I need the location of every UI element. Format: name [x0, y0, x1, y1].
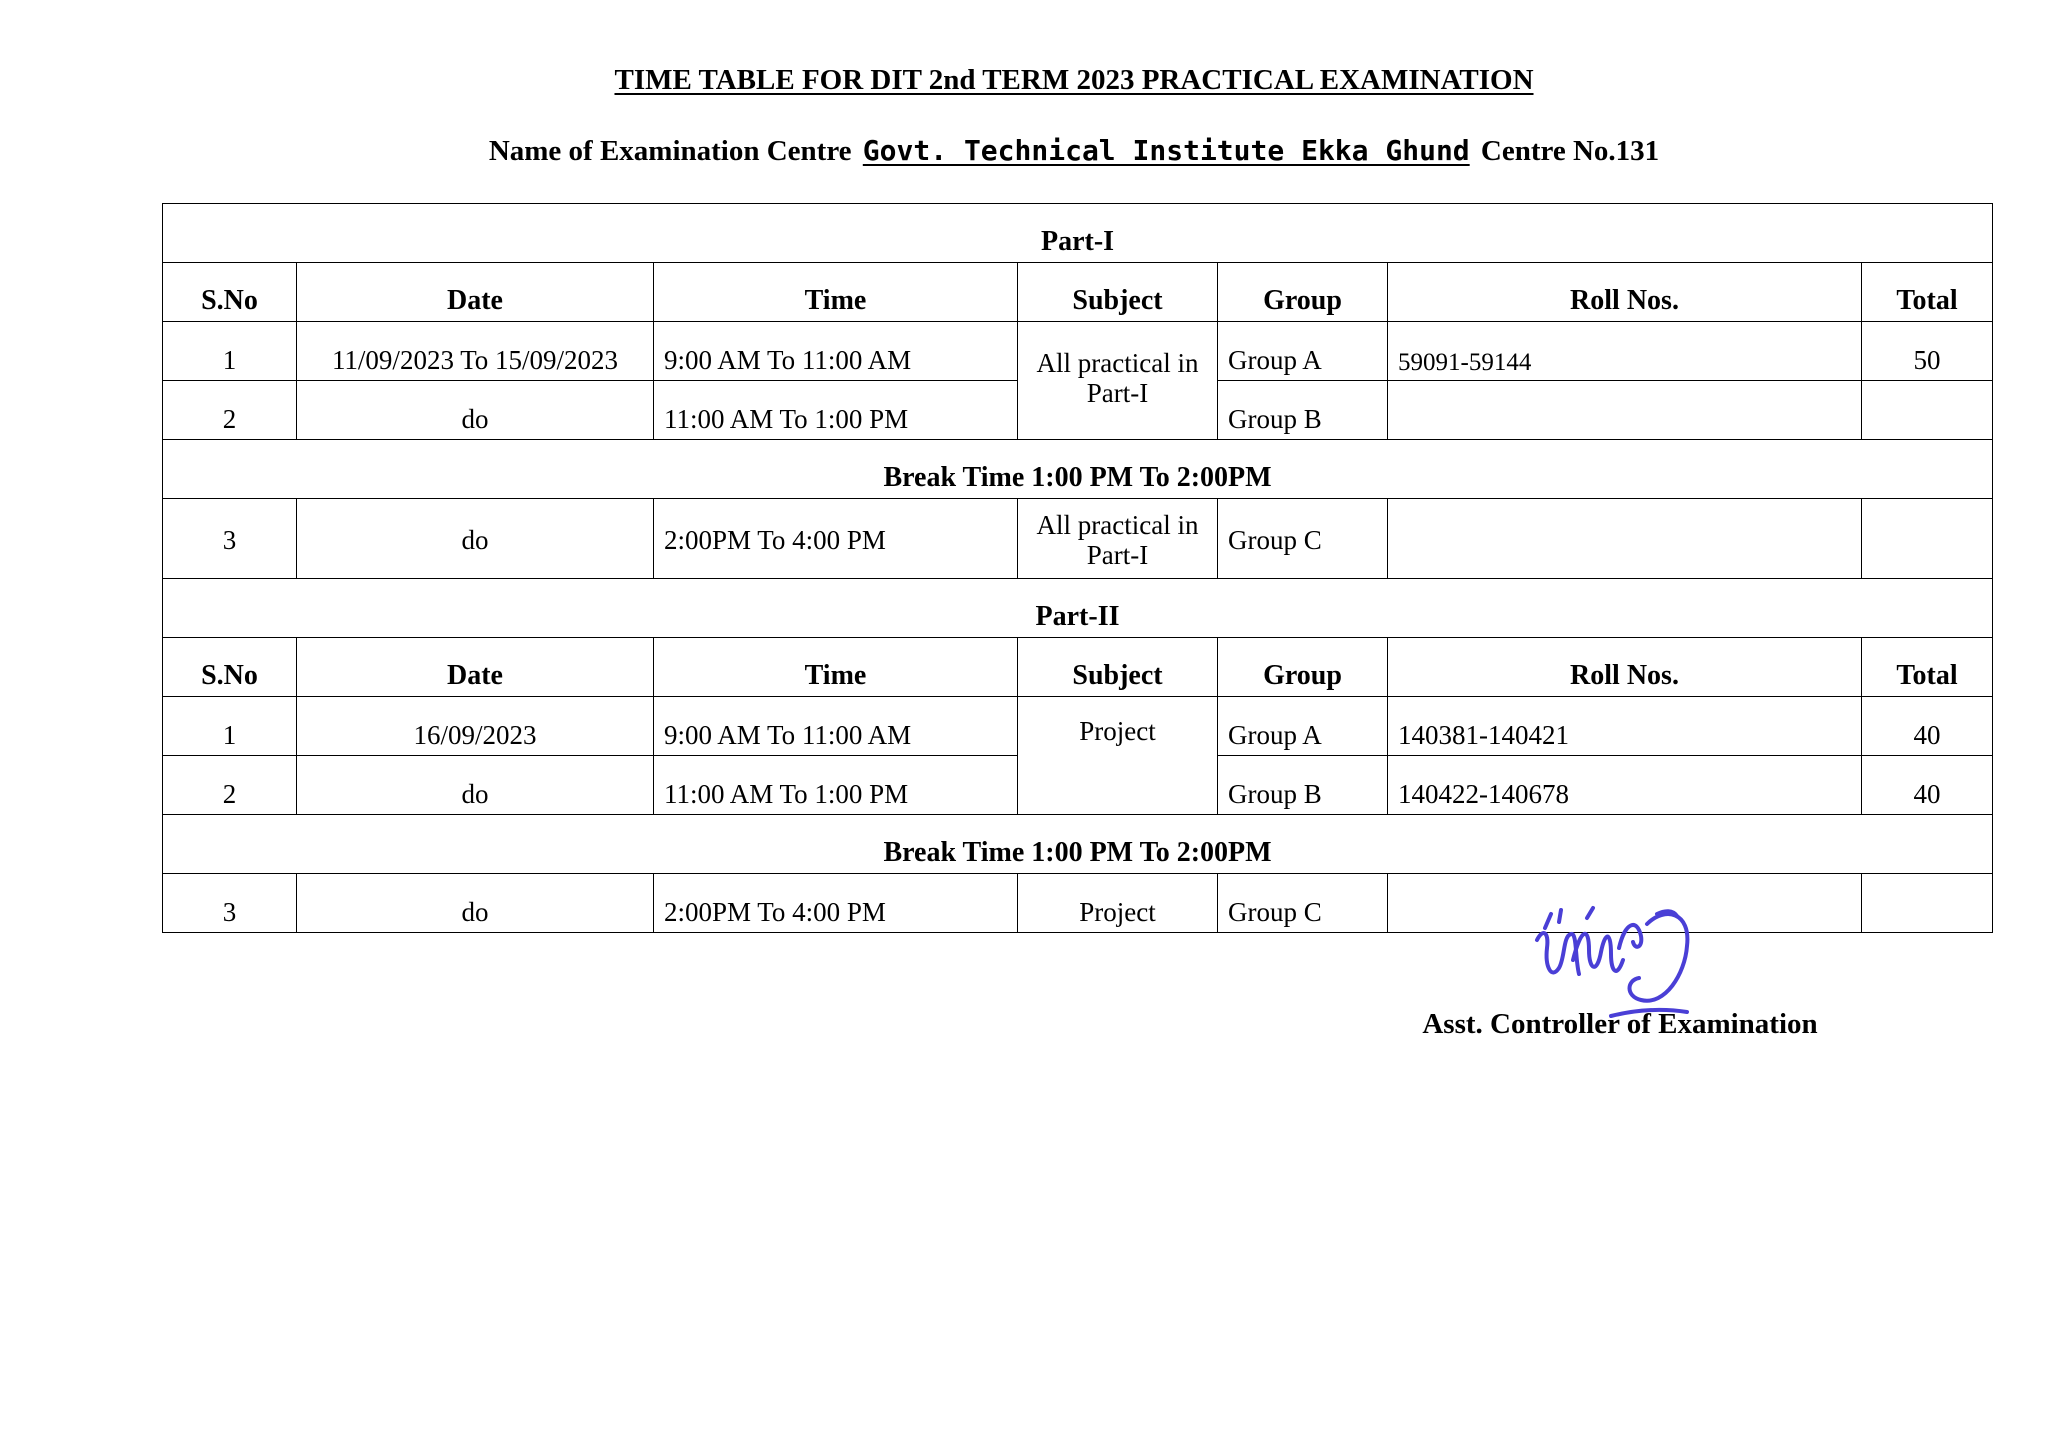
col-subject: Subject	[1018, 638, 1218, 697]
centre-line	[0, 134, 2048, 168]
col-roll: Roll Nos.	[1388, 638, 1862, 697]
cell-subject: Project	[1018, 874, 1218, 933]
table-row	[163, 697, 1993, 756]
centre-prefix: Name of Examination Centre	[488, 135, 852, 167]
cell-time: 2:00PM To 4:00 PM	[654, 499, 1018, 579]
cell-time: 11:00 AM To 1:00 PM	[654, 756, 1018, 815]
cell-time: 11:00 AM To 1:00 PM	[654, 381, 1018, 440]
part1-heading: Part-I	[163, 204, 1993, 263]
part1-heading-row	[163, 204, 1993, 263]
cell-total	[1862, 499, 1993, 579]
cell-time: 2:00PM To 4:00 PM	[654, 874, 1018, 933]
signatory-title: Asst. Controller of Examination	[1422, 1008, 1818, 1040]
cell-date: 11/09/2023 To 15/09/2023	[297, 322, 654, 381]
break-time: Break Time 1:00 PM To 2:00PM	[163, 440, 1993, 499]
cell-date: do	[297, 499, 654, 579]
cell-sno: 3	[163, 874, 297, 933]
cell-total	[1862, 381, 1993, 440]
cell-roll	[1388, 499, 1862, 579]
col-sno: S.No	[163, 638, 297, 697]
cell-group: Group B	[1218, 756, 1388, 815]
part2-heading-row	[163, 579, 1993, 638]
col-total: Total	[1862, 263, 1993, 322]
centre-number: Centre No.131	[1480, 135, 1660, 167]
cell-roll: 59091-59144	[1388, 322, 1862, 381]
cell-total: 40	[1862, 697, 1993, 756]
col-group: Group	[1218, 263, 1388, 322]
cell-group: Group B	[1218, 381, 1388, 440]
part2-break-row	[163, 815, 1993, 874]
cell-total: 50	[1862, 322, 1993, 381]
document-title: TIME TABLE FOR DIT 2nd TERM 2023 PRACTICAL EXAMINATION	[614, 64, 1534, 96]
col-roll: Roll Nos.	[1388, 263, 1862, 322]
cell-total	[1862, 874, 1993, 933]
col-time: Time	[654, 638, 1018, 697]
cell-time: 9:00 AM To 11:00 AM	[654, 322, 1018, 381]
cell-date: do	[297, 874, 654, 933]
cell-total: 40	[1862, 756, 1993, 815]
cell-sno: 1	[163, 322, 297, 381]
col-date: Date	[297, 263, 654, 322]
cell-date: do	[297, 756, 654, 815]
cell-sno: 2	[163, 381, 297, 440]
cell-group: Group A	[1218, 697, 1388, 756]
timetable	[162, 203, 1993, 933]
cell-group: Group C	[1218, 499, 1388, 579]
col-total: Total	[1862, 638, 1993, 697]
centre-name: Govt. Technical Institute Ekka Ghund	[862, 134, 1470, 167]
cell-subject: Project	[1018, 697, 1218, 815]
cell-subject: All practical in Part-I	[1018, 322, 1218, 440]
cell-date: do	[297, 381, 654, 440]
cell-date: 16/09/2023	[297, 697, 654, 756]
col-group: Group	[1218, 638, 1388, 697]
cell-subject: All practical in Part-I	[1018, 499, 1218, 579]
part1-break-row	[163, 440, 1993, 499]
cell-group: Group A	[1218, 322, 1388, 381]
cell-sno: 1	[163, 697, 297, 756]
signature-icon	[1515, 888, 1715, 1028]
break-time: Break Time 1:00 PM To 2:00PM	[163, 815, 1993, 874]
table-row	[163, 874, 1993, 933]
table-row	[163, 499, 1993, 579]
col-sno: S.No	[163, 263, 297, 322]
col-time: Time	[654, 263, 1018, 322]
cell-time: 9:00 AM To 11:00 AM	[654, 697, 1018, 756]
part1-header-row	[163, 263, 1993, 322]
cell-sno: 3	[163, 499, 297, 579]
col-date: Date	[297, 638, 654, 697]
table-row	[163, 322, 1993, 381]
cell-group: Group C	[1218, 874, 1388, 933]
part2-header-row	[163, 638, 1993, 697]
cell-roll: 140422-140678	[1388, 756, 1862, 815]
cell-roll	[1388, 381, 1862, 440]
cell-roll: 140381-140421	[1388, 697, 1862, 756]
col-subject: Subject	[1018, 263, 1218, 322]
cell-sno: 2	[163, 756, 297, 815]
part2-heading: Part-II	[163, 579, 1993, 638]
